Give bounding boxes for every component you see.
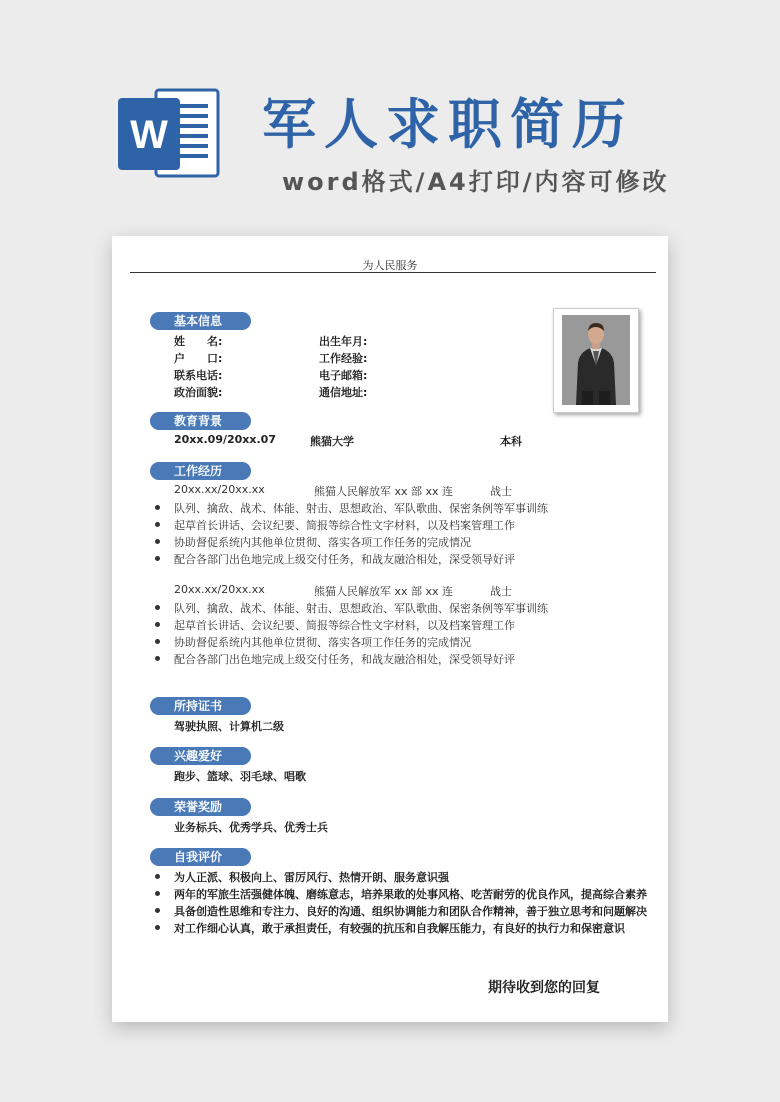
person-photo-icon: [562, 315, 630, 405]
self-eval-item: 对工作细心认真，敢于承担责任，有较强的抗压和自我解压能力，有良好的执行力和保密意识: [174, 920, 625, 936]
banner-subtitle: word格式/A4打印/内容可修改: [282, 168, 670, 196]
bullet-dot-icon: [155, 639, 160, 644]
profile-photo: [553, 308, 639, 413]
bullet-dot-icon: [155, 556, 160, 561]
job-org: 熊猫人民解放军 xx 部 xx 连: [314, 585, 454, 598]
field-birth-label: 出生年月:: [319, 335, 368, 348]
job-org: 熊猫人民解放军 xx 部 xx 连: [314, 485, 454, 498]
edu-school: 熊猫大学: [310, 435, 354, 448]
bullet-dot-icon: [155, 874, 160, 879]
field-name-label: 姓 名:: [174, 335, 223, 348]
banner: [0, 0, 780, 230]
job-duty: 配合各部门出色地完成上级交付任务，和战友融洽相处，深受领导好评: [174, 551, 515, 567]
edu-degree: 本科: [500, 435, 522, 448]
self-eval-item: 具备创造性思维和专注力、良好的沟通、组织协调能力和团队合作精神，善于独立思考和问题解决: [174, 903, 647, 919]
section-education: 教育背景: [150, 412, 251, 430]
field-hukou-label: 户 口:: [174, 352, 223, 365]
bullet-dot-icon: [155, 908, 160, 913]
bullet-dot-icon: [155, 605, 160, 610]
field-experience-label: 工作经验:: [319, 352, 368, 365]
bullet-dot-icon: [155, 505, 160, 510]
job-duty: 队列、擒敌、战术、体能、射击、思想政治、军队歌曲、保密条例等军事训练: [174, 500, 548, 516]
section-hobbies: 兴趣爱好: [150, 747, 251, 765]
job-duty: 起草首长讲话、会议纪要、简报等综合性文字材料，以及档案管理工作: [174, 617, 515, 633]
field-email-label: 电子邮箱:: [319, 369, 368, 382]
job-period: 20xx.xx/20xx.xx: [174, 583, 265, 596]
section-certificates: 所持证书: [150, 697, 251, 715]
self-eval-item: 两年的军旅生活强健体魄、磨练意志，培养果敢的处事风格、吃苦耐劳的优良作风，提高综合素养: [174, 886, 647, 902]
resume-page: [112, 236, 668, 1022]
awards-text: 业务标兵、优秀学兵、优秀士兵: [174, 821, 328, 834]
word-document-icon: [114, 80, 224, 190]
job-period: 20xx.xx/20xx.xx: [174, 483, 265, 496]
banner-title: 军人求职简历: [262, 93, 634, 156]
job-duty: 协助督促系统内其他单位贯彻、落实各项工作任务的完成情况: [174, 534, 471, 550]
section-awards: 荣誉奖励: [150, 798, 251, 816]
bullet-dot-icon: [155, 522, 160, 527]
motto-header: 为人民服务: [362, 259, 418, 272]
bullet-dot-icon: [155, 656, 160, 661]
section-self-evaluation: 自我评价: [150, 848, 251, 866]
bullet-dot-icon: [155, 925, 160, 930]
bullet-dot-icon: [155, 622, 160, 627]
header-divider: [130, 272, 656, 273]
closing-remark: 期待收到您的回复: [488, 980, 600, 996]
self-eval-item: 为人正派、积极向上、雷厉风行、热情开朗、服务意识强: [174, 869, 449, 885]
edu-period: 20xx.09/20xx.07: [174, 433, 276, 446]
bullet-dot-icon: [155, 891, 160, 896]
job-duty: 起草首长讲话、会议纪要、简报等综合性文字材料，以及档案管理工作: [174, 517, 515, 533]
field-address-label: 通信地址:: [319, 386, 368, 399]
section-basic-info: 基本信息: [150, 312, 251, 330]
logo-letter: W: [130, 113, 168, 157]
field-political-label: 政治面貌:: [174, 386, 223, 399]
job-duty: 队列、擒敌、战术、体能、射击、思想政治、军队歌曲、保密条例等军事训练: [174, 600, 548, 616]
field-phone-label: 联系电话:: [174, 369, 223, 382]
certificates-text: 驾驶执照、计算机二级: [174, 720, 284, 733]
bullet-dot-icon: [155, 539, 160, 544]
section-work: 工作经历: [150, 462, 251, 480]
job-duty: 配合各部门出色地完成上级交付任务，和战友融洽相处，深受领导好评: [174, 651, 515, 667]
hobbies-text: 跑步、篮球、羽毛球、唱歌: [174, 770, 306, 783]
job-role: 战士: [490, 585, 512, 598]
job-duty: 协助督促系统内其他单位贯彻、落实各项工作任务的完成情况: [174, 634, 471, 650]
job-role: 战士: [490, 485, 512, 498]
